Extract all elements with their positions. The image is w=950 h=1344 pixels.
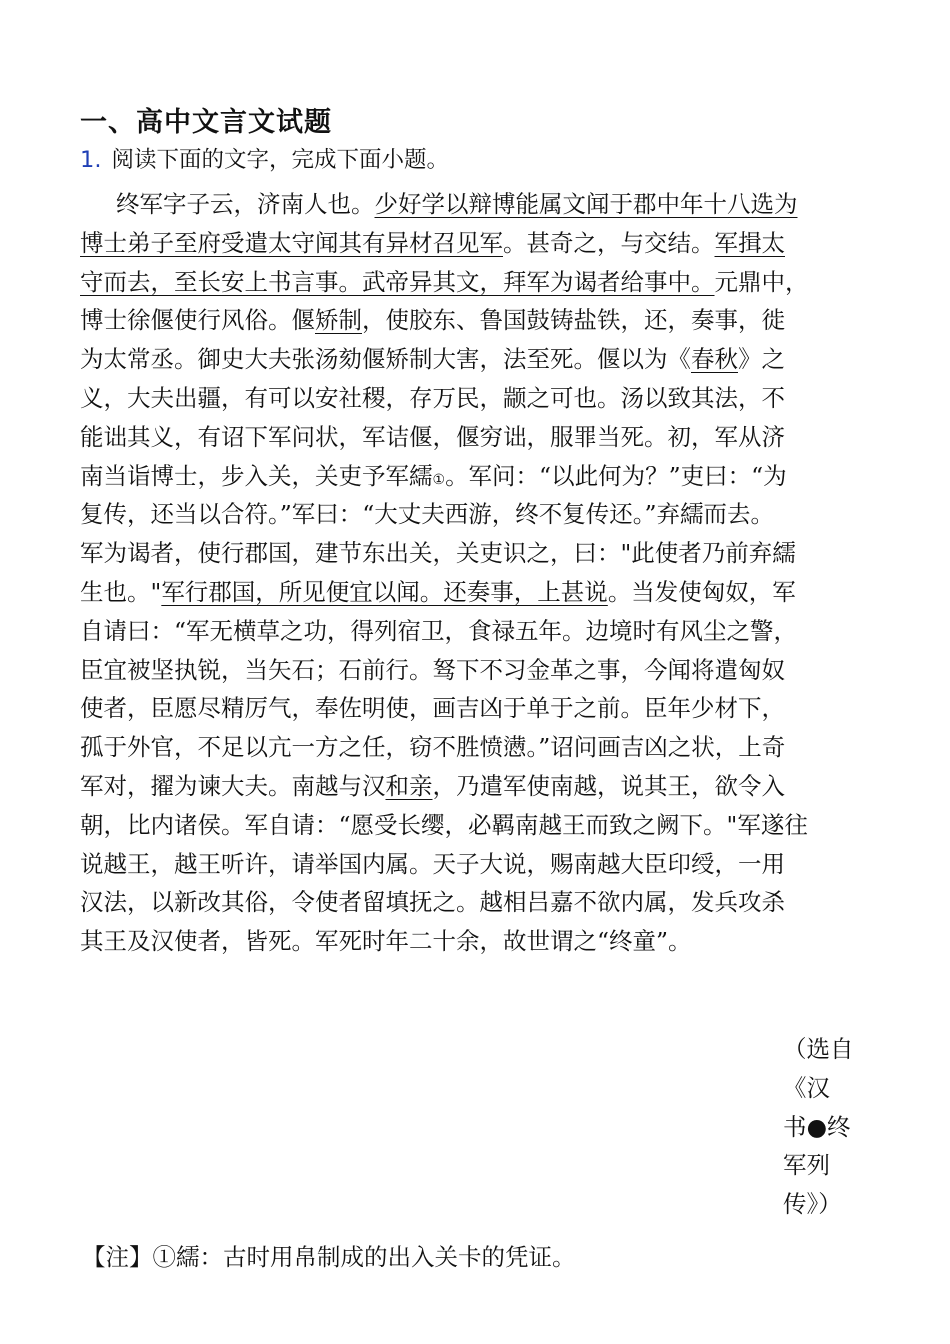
- passage-line: [80, 418, 870, 457]
- passage-text: 复传，还当以合符。”军曰：“大丈夫西游，终不复传还。”弃繻而去。: [80, 500, 775, 529]
- passage-line: [80, 495, 870, 534]
- passage-text: 生也。": [80, 577, 162, 606]
- source-line: 传》）: [783, 1190, 842, 1219]
- question-1: [80, 146, 449, 174]
- passage-text: 南当诣博士，步入关，关吏予军繻: [80, 461, 433, 490]
- passage-text: 军对，擢为谏大夫。南越与汉: [80, 771, 386, 800]
- underlined-text: 少好学以辩博能属文闻于郡中年十八选为: [374, 190, 798, 218]
- question-number: 1.: [80, 147, 102, 173]
- passage-line: [80, 806, 870, 845]
- passage-line: [80, 340, 870, 379]
- passage-text: ，使胶东、鲁国鼓铸盐铁，还，奏事，徙: [362, 306, 785, 335]
- passage-line: [80, 224, 870, 263]
- passage-text: 能诎其义，有诏下军问状，军诘偃，偃穷诎，服罪当死。初，军从济: [80, 422, 785, 451]
- passage-line: [80, 301, 870, 340]
- passage-text: 汉法，以新改其俗，令使者留填抚之。越相吕嘉不欲内属，发兵攻杀: [80, 888, 785, 917]
- underlined-text: 守而去，至长安上书言事。武帝异其文，拜军为谒者给事中。: [80, 267, 715, 296]
- passage-text: 。当发使匈奴，军: [607, 577, 796, 606]
- passage-line: [80, 883, 870, 922]
- passage-text: 自请曰：“军无横草之功，得列宿卫，食禄五年。边境时有风尘之警，: [80, 616, 798, 645]
- source-line: 书●终: [783, 1112, 851, 1141]
- section-heading: 一、高中文言文试题: [80, 107, 332, 138]
- passage-text: 》之: [738, 345, 785, 374]
- passage-text: 终军字子云，济南人也。: [116, 190, 375, 218]
- passage-line: [80, 185, 870, 224]
- source-line: 军列: [783, 1151, 830, 1180]
- source-line: 《汉: [783, 1073, 830, 1102]
- passage-line: [80, 263, 870, 302]
- passage-line: [80, 651, 870, 690]
- passage-line: [80, 689, 870, 728]
- passage-text: 使者，臣愿尽精厉气，奉佐明使，画吉凶于单于之前。臣年少材下，: [80, 694, 785, 723]
- passage-text: 。军问：“以此何为？”吏曰：“为: [445, 461, 787, 490]
- passage-line: [80, 573, 870, 612]
- passage-text: 朝，比内诸侯。军自请：“愿受长缨，必羁南越王而致之阙下。"军遂往: [80, 810, 808, 839]
- source-citation: [783, 1030, 863, 1224]
- passage-text: 军为谒者，使行郡国，建节东出关，关吏识之，曰："此使者乃前弃繻: [80, 539, 796, 568]
- passage-text: 元鼎中，: [714, 267, 809, 296]
- passage-text: 。甚奇之，与交结。: [503, 228, 715, 257]
- passage-text: 博士徐偃使行风俗。偃: [80, 306, 315, 335]
- passage-line: [80, 767, 870, 806]
- underlined-text: 和亲: [385, 771, 433, 800]
- passage-line: [80, 379, 870, 418]
- passage-line: [80, 534, 870, 573]
- passage-text: 为太常丞。御史大夫张汤劾偃矫制大害，法至死。偃以为《: [80, 345, 691, 374]
- classical-passage: [80, 185, 870, 961]
- passage-text: 其王及汉使者，皆死。军死时年二十余，故世谓之“终童”。: [80, 927, 692, 956]
- source-line: （选自: [783, 1035, 854, 1063]
- annotation-note: 【注】①繻：古时用帛制成的出入关卡的凭证。: [82, 1243, 576, 1271]
- underlined-text: 军揖太: [714, 228, 785, 257]
- passage-line: [80, 728, 870, 767]
- underlined-text: 春秋: [691, 345, 738, 374]
- underlined-text: 矫制: [315, 306, 362, 335]
- passage-text: 臣宜被坚执锐，当矢石；石前行。驽下不习金革之事，今闻将遣匈奴: [80, 655, 785, 684]
- question-prompt: 阅读下面的文字，完成下面小题。: [111, 147, 449, 173]
- passage-line: [80, 922, 870, 961]
- underlined-text: 军行郡国，所见便宜以闻。还奏事，上甚说: [161, 577, 608, 606]
- passage-line: [80, 457, 870, 496]
- passage-text: 说越王，越王听许，请举国内属。天子大说，赐南越大臣印绶，一用: [80, 849, 785, 878]
- passage-text: ，乃遣军使南越，说其王，欲令入: [432, 771, 785, 800]
- footnote-marker: ①: [432, 471, 446, 488]
- passage-text: 孤于外官，不足以亢一方之任，窃不胜愤懑。”诏问画吉凶之状，上奇: [80, 733, 786, 762]
- passage-text: 义，大夫出疆，有可以安社稷，存万民，颛之可也。汤以致其法，不: [80, 383, 785, 412]
- passage-line: [80, 612, 870, 651]
- passage-line: [80, 845, 870, 884]
- underlined-text: 博士弟子至府受遣太守闻其有异材召见军: [80, 228, 503, 257]
